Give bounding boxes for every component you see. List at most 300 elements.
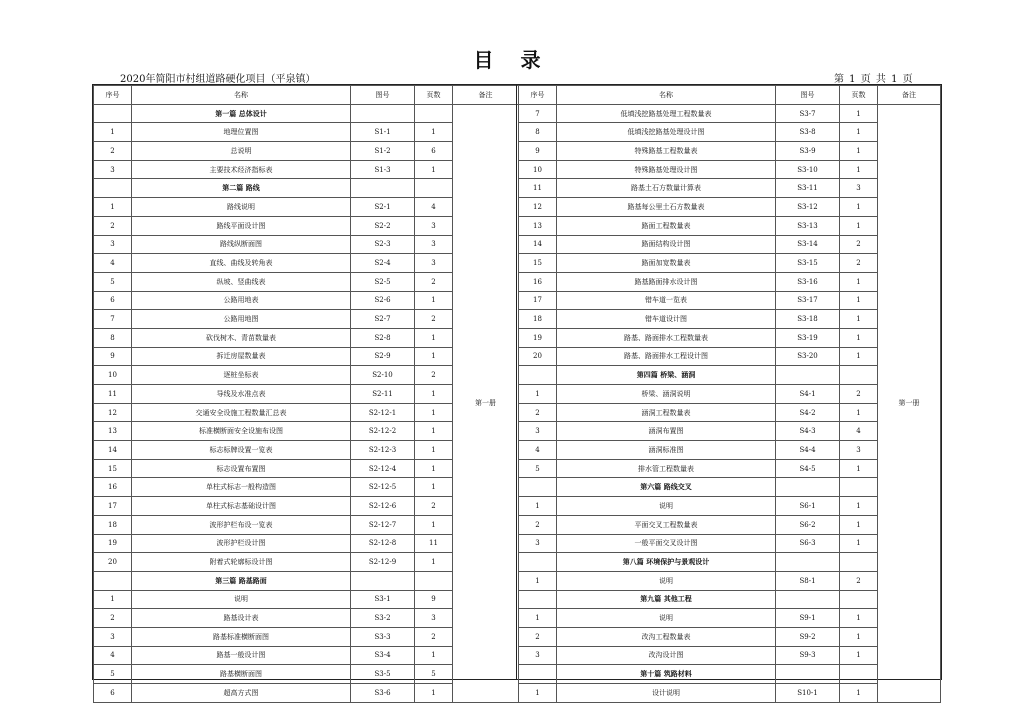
drawing-no-cell xyxy=(776,478,840,497)
seq-cell xyxy=(519,590,557,609)
pages-cell: 2 xyxy=(415,627,453,646)
section-title: 第四篇 桥梁、涵洞 xyxy=(557,366,776,385)
drawing-no-cell: S2-11 xyxy=(351,385,415,404)
seq-cell: 15 xyxy=(94,459,132,478)
table-row xyxy=(519,515,941,534)
seq-cell: 2 xyxy=(519,627,557,646)
seq-cell: 6 xyxy=(94,291,132,310)
table-row xyxy=(519,235,941,254)
seq-cell: 19 xyxy=(94,534,132,553)
table-row xyxy=(519,123,941,142)
drawing-no-cell: S2-12-1 xyxy=(351,403,415,422)
name-cell: 导线及水准点表 xyxy=(132,385,351,404)
seq-cell xyxy=(519,553,557,572)
drawing-no-cell: S2-5 xyxy=(351,272,415,291)
seq-cell: 3 xyxy=(94,627,132,646)
seq-cell: 20 xyxy=(94,553,132,572)
name-cell: 说明 xyxy=(132,590,351,609)
name-cell: 涵洞布置图 xyxy=(557,422,776,441)
pages-cell: 3 xyxy=(840,441,878,460)
name-cell: 说明 xyxy=(557,609,776,628)
drawing-no-cell: S3-16 xyxy=(776,272,840,291)
name-cell: 路基路面排水设计图 xyxy=(557,272,776,291)
drawing-no-cell: S4-3 xyxy=(776,422,840,441)
name-cell: 总说明 xyxy=(132,142,351,161)
name-cell: 路基一般设计图 xyxy=(132,646,351,665)
pages-cell: 1 xyxy=(415,347,453,366)
name-cell: 路基设计表 xyxy=(132,609,351,628)
name-cell: 直线、曲线及转角表 xyxy=(132,254,351,273)
table-row xyxy=(519,291,941,310)
drawing-no-cell: S9-1 xyxy=(776,609,840,628)
seq-cell xyxy=(519,665,557,684)
seq-header: 序号 xyxy=(519,86,557,105)
seq-cell: 2 xyxy=(519,515,557,534)
table-header-row xyxy=(519,86,941,105)
drawing-no-cell: S2-12-8 xyxy=(351,534,415,553)
drawing-no-cell: S2-12-9 xyxy=(351,553,415,572)
pages-cell: 2 xyxy=(415,366,453,385)
pages-cell: 1 xyxy=(840,198,878,217)
pages-cell: 1 xyxy=(840,272,878,291)
pages-cell: 1 xyxy=(840,160,878,179)
pages-cell: 4 xyxy=(415,198,453,217)
section-title: 第一篇 总体设计 xyxy=(132,104,351,123)
drawing-no-cell: S3-8 xyxy=(776,123,840,142)
seq-cell: 9 xyxy=(94,347,132,366)
name-cell: 路线说明 xyxy=(132,198,351,217)
seq-cell: 4 xyxy=(94,646,132,665)
drawing-no-cell: S3-19 xyxy=(776,328,840,347)
pages-cell: 1 xyxy=(415,422,453,441)
pages-cell: 1 xyxy=(840,497,878,516)
seq-cell: 3 xyxy=(519,534,557,553)
drawing-no-cell: S2-12-6 xyxy=(351,497,415,516)
pages-cell: 2 xyxy=(840,235,878,254)
drawing-no-cell: S9-3 xyxy=(776,646,840,665)
table-row xyxy=(519,441,941,460)
name-header: 名称 xyxy=(557,86,776,105)
seq-cell: 1 xyxy=(519,385,557,404)
name-cell: 路基每公里土石方数量表 xyxy=(557,198,776,217)
pages-cell: 1 xyxy=(415,385,453,404)
drawing-no-cell: S3-7 xyxy=(776,104,840,123)
seq-cell xyxy=(94,179,132,198)
name-cell: 路基、路面排水工程数量表 xyxy=(557,328,776,347)
seq-cell: 3 xyxy=(94,235,132,254)
table-row xyxy=(519,179,941,198)
drawing-no-cell: S2-8 xyxy=(351,328,415,347)
seq-cell: 2 xyxy=(94,142,132,161)
drawing-no-cell: S2-4 xyxy=(351,254,415,273)
table-row xyxy=(519,104,941,123)
table-row xyxy=(519,272,941,291)
drawing-no-cell xyxy=(351,179,415,198)
seq-cell: 1 xyxy=(94,590,132,609)
drawing-no-cell: S3-12 xyxy=(776,198,840,217)
name-cell: 标志标牌设置一览表 xyxy=(132,441,351,460)
name-cell: 纵坡、竖曲线表 xyxy=(132,272,351,291)
drawing-no-cell: S3-2 xyxy=(351,609,415,628)
section-row xyxy=(519,665,941,684)
table-row xyxy=(519,254,941,273)
name-cell: 特殊路基处理设计图 xyxy=(557,160,776,179)
name-cell: 路线平面设计图 xyxy=(132,216,351,235)
drawing-no-cell: S6-3 xyxy=(776,534,840,553)
drawing-no-cell: S4-2 xyxy=(776,403,840,422)
pages-cell: 1 xyxy=(840,310,878,329)
seq-cell: 20 xyxy=(519,347,557,366)
seq-cell: 4 xyxy=(519,441,557,460)
name-cell: 错车道设计图 xyxy=(557,310,776,329)
table-row xyxy=(519,684,941,703)
pages-cell: 1 xyxy=(415,553,453,572)
drawing-no-cell: S3-9 xyxy=(776,142,840,161)
name-cell: 涵洞工程数量表 xyxy=(557,403,776,422)
seq-cell: 6 xyxy=(94,684,132,703)
table-row xyxy=(519,609,941,628)
drawing-no-header: 图号 xyxy=(351,86,415,105)
pages-cell xyxy=(840,590,878,609)
page-info: 第 1 页 共 1 页 xyxy=(834,74,913,85)
name-cell: 路面加宽数量表 xyxy=(557,254,776,273)
pages-cell xyxy=(415,104,453,123)
drawing-no-cell: S2-12-7 xyxy=(351,515,415,534)
name-cell: 单柱式标志基础设计图 xyxy=(132,497,351,516)
seq-cell: 13 xyxy=(94,422,132,441)
table-row xyxy=(519,328,941,347)
catalog-sheet xyxy=(92,84,942,697)
drawing-no-cell: S3-17 xyxy=(776,291,840,310)
name-cell: 砍伐树木、青苗数量表 xyxy=(132,328,351,347)
pages-cell: 4 xyxy=(840,422,878,441)
seq-cell: 2 xyxy=(94,609,132,628)
name-cell: 路线纵断面图 xyxy=(132,235,351,254)
seq-cell: 16 xyxy=(94,478,132,497)
seq-cell: 10 xyxy=(519,160,557,179)
name-cell: 低填浅挖路基处理工程数量表 xyxy=(557,104,776,123)
drawing-no-cell: S3-11 xyxy=(776,179,840,198)
name-cell: 低填浅挖路基处理设计图 xyxy=(557,123,776,142)
section-row xyxy=(94,104,519,123)
drawing-no-cell: S6-1 xyxy=(776,497,840,516)
seq-cell: 1 xyxy=(94,198,132,217)
section-row xyxy=(519,366,941,385)
section-title: 第十篇 筑路材料 xyxy=(557,665,776,684)
name-cell: 错车道一览表 xyxy=(557,291,776,310)
pages-cell xyxy=(840,665,878,684)
name-cell: 路基横断面图 xyxy=(132,665,351,684)
catalog-table-right xyxy=(518,85,940,697)
drawing-no-cell: S3-18 xyxy=(776,310,840,329)
name-cell: 路面工程数量表 xyxy=(557,216,776,235)
drawing-no-cell: S1-2 xyxy=(351,142,415,161)
pages-cell: 1 xyxy=(840,403,878,422)
drawing-no-cell: S3-3 xyxy=(351,627,415,646)
drawing-no-cell: S2-2 xyxy=(351,216,415,235)
name-cell: 标志设置布置图 xyxy=(132,459,351,478)
seq-cell: 1 xyxy=(94,123,132,142)
name-cell: 一般平面交叉设计图 xyxy=(557,534,776,553)
name-cell: 交通安全设施工程数量汇总表 xyxy=(132,403,351,422)
pages-cell: 1 xyxy=(840,515,878,534)
seq-cell: 14 xyxy=(519,235,557,254)
pages-cell: 11 xyxy=(415,534,453,553)
pages-cell: 1 xyxy=(840,534,878,553)
pages-cell: 1 xyxy=(840,609,878,628)
drawing-no-cell: S2-1 xyxy=(351,198,415,217)
drawing-no-cell: S3-15 xyxy=(776,254,840,273)
name-cell: 路基、路面排水工程设计图 xyxy=(557,347,776,366)
pages-cell xyxy=(840,553,878,572)
pages-cell: 1 xyxy=(840,123,878,142)
pages-cell: 3 xyxy=(415,216,453,235)
seq-cell: 17 xyxy=(94,497,132,516)
pages-cell: 1 xyxy=(840,627,878,646)
section-row xyxy=(519,590,941,609)
table-header-row xyxy=(94,86,519,105)
name-cell: 超高方式图 xyxy=(132,684,351,703)
name-cell: 波形护栏布设一览表 xyxy=(132,515,351,534)
pages-cell: 2 xyxy=(415,310,453,329)
seq-cell xyxy=(519,478,557,497)
project-name: 2020年简阳市村组道路硬化项目（平泉镇） xyxy=(120,74,316,85)
pages-cell: 2 xyxy=(840,571,878,590)
pages-cell xyxy=(415,179,453,198)
drawing-no-cell: S3-1 xyxy=(351,590,415,609)
seq-cell: 2 xyxy=(519,403,557,422)
name-cell: 平面交叉工程数量表 xyxy=(557,515,776,534)
drawing-no-cell: S3-14 xyxy=(776,235,840,254)
remark-header: 备注 xyxy=(453,86,519,105)
section-title: 第九篇 其他工程 xyxy=(557,590,776,609)
name-cell: 改沟工程数量表 xyxy=(557,627,776,646)
pages-cell: 2 xyxy=(840,385,878,404)
table-row xyxy=(519,347,941,366)
table-row xyxy=(519,160,941,179)
drawing-no-cell: S9-2 xyxy=(776,627,840,646)
drawing-no-cell: S6-2 xyxy=(776,515,840,534)
pages-header: 页数 xyxy=(840,86,878,105)
seq-cell: 5 xyxy=(94,665,132,684)
pages-cell: 1 xyxy=(415,478,453,497)
remark-header: 备注 xyxy=(878,86,941,105)
table-row xyxy=(519,198,941,217)
catalog-table-left xyxy=(93,85,518,697)
seq-cell: 2 xyxy=(94,216,132,235)
name-cell: 桥梁、涵洞说明 xyxy=(557,385,776,404)
name-cell: 单柱式标志一般构造图 xyxy=(132,478,351,497)
drawing-no-cell: S1-3 xyxy=(351,160,415,179)
drawing-no-cell xyxy=(776,366,840,385)
name-cell: 附着式轮廓标设计图 xyxy=(132,553,351,572)
name-cell: 涵洞标准图 xyxy=(557,441,776,460)
seq-cell: 10 xyxy=(94,366,132,385)
pages-cell: 1 xyxy=(840,291,878,310)
drawing-no-cell: S2-7 xyxy=(351,310,415,329)
pages-cell: 1 xyxy=(415,459,453,478)
seq-header: 序号 xyxy=(94,86,132,105)
pages-cell: 1 xyxy=(415,291,453,310)
seq-cell: 17 xyxy=(519,291,557,310)
drawing-no-cell: S2-9 xyxy=(351,347,415,366)
pages-cell: 6 xyxy=(415,142,453,161)
name-cell: 设计说明 xyxy=(557,684,776,703)
drawing-no-cell: S3-10 xyxy=(776,160,840,179)
seq-cell: 9 xyxy=(519,142,557,161)
pages-cell: 3 xyxy=(415,609,453,628)
table-row xyxy=(519,571,941,590)
table-row xyxy=(519,497,941,516)
pages-cell: 1 xyxy=(415,123,453,142)
seq-cell: 8 xyxy=(94,328,132,347)
section-title: 第六篇 路线交叉 xyxy=(557,478,776,497)
seq-cell: 11 xyxy=(94,385,132,404)
pages-cell: 1 xyxy=(840,459,878,478)
pages-cell: 9 xyxy=(415,590,453,609)
name-cell: 主要技术经济指标表 xyxy=(132,160,351,179)
seq-cell: 5 xyxy=(94,272,132,291)
section-title: 第八篇 环境保护与景观设计 xyxy=(557,553,776,572)
drawing-no-cell: S3-20 xyxy=(776,347,840,366)
pages-cell: 1 xyxy=(415,684,453,703)
pages-cell: 1 xyxy=(415,646,453,665)
name-cell: 标准横断面安全设施布设图 xyxy=(132,422,351,441)
name-cell: 特殊路基工程数量表 xyxy=(557,142,776,161)
pages-cell: 2 xyxy=(415,272,453,291)
seq-cell: 16 xyxy=(519,272,557,291)
seq-cell: 8 xyxy=(519,123,557,142)
pages-cell: 1 xyxy=(840,646,878,665)
section-row xyxy=(519,478,941,497)
table-row xyxy=(519,403,941,422)
seq-cell: 3 xyxy=(519,646,557,665)
name-cell: 波形护栏设计图 xyxy=(132,534,351,553)
seq-cell: 15 xyxy=(519,254,557,273)
pages-cell: 3 xyxy=(840,179,878,198)
table-row xyxy=(519,216,941,235)
seq-cell xyxy=(94,571,132,590)
pages-cell: 1 xyxy=(840,216,878,235)
drawing-no-cell: S4-4 xyxy=(776,441,840,460)
name-cell: 说明 xyxy=(557,497,776,516)
drawing-no-cell xyxy=(776,553,840,572)
drawing-no-cell: S4-1 xyxy=(776,385,840,404)
name-cell: 路基土石方数量计算表 xyxy=(557,179,776,198)
pages-cell xyxy=(840,478,878,497)
seq-cell: 12 xyxy=(94,403,132,422)
table-row xyxy=(519,534,941,553)
seq-cell: 13 xyxy=(519,216,557,235)
drawing-no-cell: S3-6 xyxy=(351,684,415,703)
drawing-no-cell: S2-6 xyxy=(351,291,415,310)
drawing-no-header: 图号 xyxy=(776,86,840,105)
page-title: 目 录 xyxy=(473,48,551,72)
pages-cell: 5 xyxy=(415,665,453,684)
name-cell: 改沟设计图 xyxy=(557,646,776,665)
pages-cell xyxy=(840,366,878,385)
name-cell: 地理位置图 xyxy=(132,123,351,142)
pages-cell: 2 xyxy=(415,497,453,516)
table-row xyxy=(519,310,941,329)
drawing-no-cell: S2-10 xyxy=(351,366,415,385)
drawing-no-cell: S3-5 xyxy=(351,665,415,684)
drawing-no-cell xyxy=(776,590,840,609)
seq-cell: 1 xyxy=(519,684,557,703)
remark-cell: 第一册 xyxy=(878,104,941,702)
drawing-no-cell xyxy=(351,104,415,123)
remark-cell: 第一册 xyxy=(453,104,519,702)
name-cell: 逐桩坐标表 xyxy=(132,366,351,385)
table-row xyxy=(519,646,941,665)
seq-cell: 1 xyxy=(519,571,557,590)
pages-cell: 3 xyxy=(415,254,453,273)
name-cell: 路面结构设计图 xyxy=(557,235,776,254)
pages-cell: 1 xyxy=(415,515,453,534)
table-row xyxy=(519,459,941,478)
seq-cell: 11 xyxy=(519,179,557,198)
name-cell: 路基标准横断面图 xyxy=(132,627,351,646)
drawing-no-cell xyxy=(351,571,415,590)
seq-cell xyxy=(94,104,132,123)
name-cell: 排水管工程数量表 xyxy=(557,459,776,478)
pages-cell: 1 xyxy=(840,347,878,366)
seq-cell: 18 xyxy=(94,515,132,534)
section-title: 第三篇 路基路面 xyxy=(132,571,351,590)
seq-cell: 4 xyxy=(94,254,132,273)
section-row xyxy=(519,553,941,572)
name-cell: 公路用地图 xyxy=(132,310,351,329)
name-header: 名称 xyxy=(132,86,351,105)
name-cell: 拆迁房屋数量表 xyxy=(132,347,351,366)
drawing-no-cell: S2-3 xyxy=(351,235,415,254)
seq-cell: 3 xyxy=(94,160,132,179)
pages-cell: 1 xyxy=(415,441,453,460)
seq-cell: 14 xyxy=(94,441,132,460)
drawing-no-cell: S10-1 xyxy=(776,684,840,703)
drawing-no-cell: S2-12-4 xyxy=(351,459,415,478)
pages-cell: 1 xyxy=(840,104,878,123)
name-cell: 说明 xyxy=(557,571,776,590)
table-row xyxy=(519,142,941,161)
center-divider xyxy=(516,85,517,679)
seq-cell xyxy=(519,366,557,385)
pages-cell xyxy=(415,571,453,590)
seq-cell: 3 xyxy=(519,422,557,441)
seq-cell: 12 xyxy=(519,198,557,217)
drawing-no-cell xyxy=(776,665,840,684)
name-cell: 公路用地表 xyxy=(132,291,351,310)
pages-header: 页数 xyxy=(415,86,453,105)
seq-cell: 1 xyxy=(519,497,557,516)
section-title: 第二篇 路线 xyxy=(132,179,351,198)
seq-cell: 19 xyxy=(519,328,557,347)
seq-cell: 1 xyxy=(519,609,557,628)
pages-cell: 1 xyxy=(415,403,453,422)
pages-cell: 1 xyxy=(840,328,878,347)
seq-cell: 7 xyxy=(94,310,132,329)
table-row xyxy=(519,385,941,404)
pages-cell: 2 xyxy=(840,254,878,273)
drawing-no-cell: S1-1 xyxy=(351,123,415,142)
table-row xyxy=(519,422,941,441)
drawing-no-cell: S2-12-5 xyxy=(351,478,415,497)
pages-cell: 1 xyxy=(415,328,453,347)
pages-cell: 1 xyxy=(840,142,878,161)
drawing-no-cell: S2-12-3 xyxy=(351,441,415,460)
table-row xyxy=(519,627,941,646)
seq-cell: 7 xyxy=(519,104,557,123)
